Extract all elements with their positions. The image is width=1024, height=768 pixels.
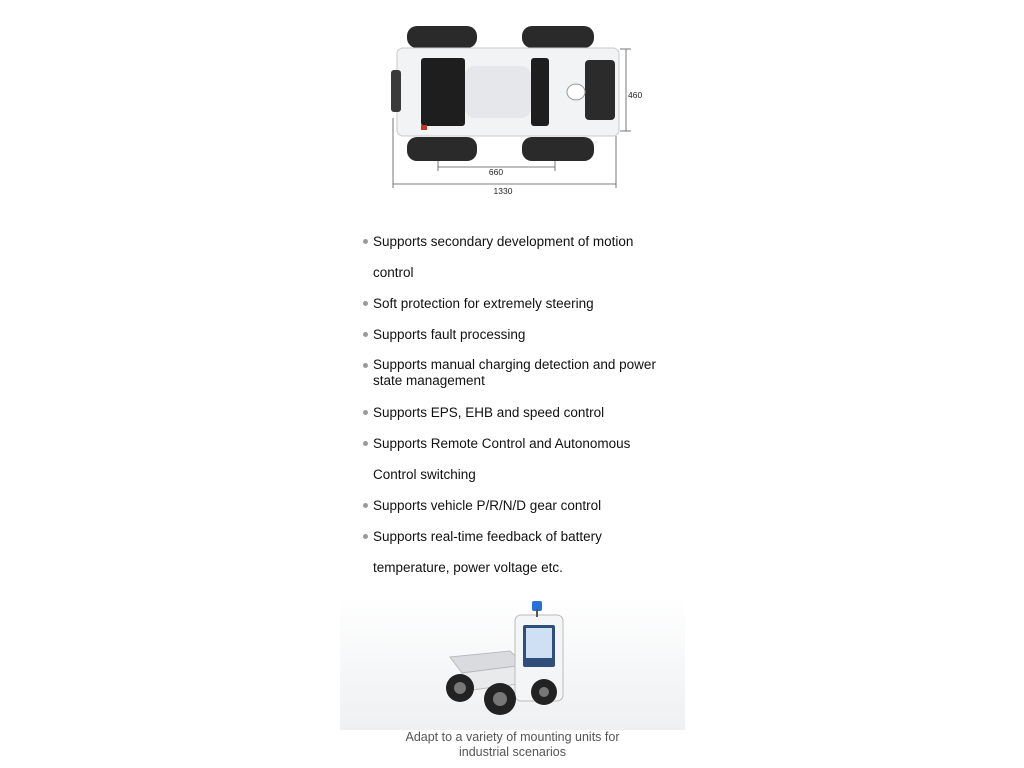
feature-text: temperature, power voltage etc.	[373, 560, 563, 575]
feature-text: Supports vehicle P/R/N/D gear control	[373, 498, 602, 513]
photo-caption	[340, 730, 685, 760]
bullet-icon	[363, 534, 368, 539]
feature-item	[363, 521, 693, 583]
bullet-icon	[363, 332, 368, 337]
bullet-icon	[363, 239, 368, 244]
feature-item	[363, 319, 693, 350]
charging-port	[567, 84, 585, 100]
feature-item	[363, 428, 693, 490]
feature-item	[363, 397, 693, 428]
wheel-front-left	[407, 26, 477, 48]
feature-text: Supports manual charging detection and power	[373, 357, 656, 372]
feature-list	[363, 226, 693, 583]
wheel-front-right	[407, 137, 477, 161]
feature-item	[363, 288, 693, 319]
chassis-top-view-diagram	[385, 18, 650, 200]
battery-compartment	[585, 60, 615, 120]
bullet-icon	[363, 441, 368, 446]
feature-text: Supports secondary development of motion	[373, 234, 634, 249]
feature-item	[363, 350, 693, 397]
feature-text: Supports Remote Control and Autonomous	[373, 436, 631, 451]
feature-text: Soft protection for extremely steering	[373, 296, 594, 311]
length-dimension-label: 1330	[493, 186, 513, 196]
wheel-rear-right	[522, 137, 594, 161]
feature-item	[363, 490, 693, 521]
robot-chassis-photo	[340, 595, 685, 730]
wheelbase-dimension-label: 660	[488, 167, 504, 177]
feature-text: Supports fault processing	[373, 327, 526, 342]
feature-text: Control switching	[373, 467, 476, 482]
feature-text: Supports EPS, EHB and speed control	[373, 405, 605, 420]
bullet-icon	[363, 410, 368, 415]
indicator-light	[421, 125, 427, 130]
caption-line: industrial scenarios	[459, 745, 566, 759]
feature-text: state management	[373, 373, 485, 388]
center-panel	[465, 66, 531, 118]
width-dimension-label: 460	[628, 90, 643, 100]
bullet-icon	[363, 503, 368, 508]
bullet-icon	[363, 301, 368, 306]
feature-text: Supports real-time feedback of battery	[373, 529, 602, 544]
chassis-left-bumper	[391, 70, 401, 112]
mount-plate-front	[421, 58, 465, 126]
wheel-rear-left	[522, 26, 594, 48]
feature-item	[363, 226, 693, 288]
caption-line: Adapt to a variety of mounting units for	[405, 730, 620, 744]
bullet-icon	[363, 363, 368, 368]
mount-plate-rear	[531, 58, 549, 126]
feature-text: control	[373, 265, 414, 280]
